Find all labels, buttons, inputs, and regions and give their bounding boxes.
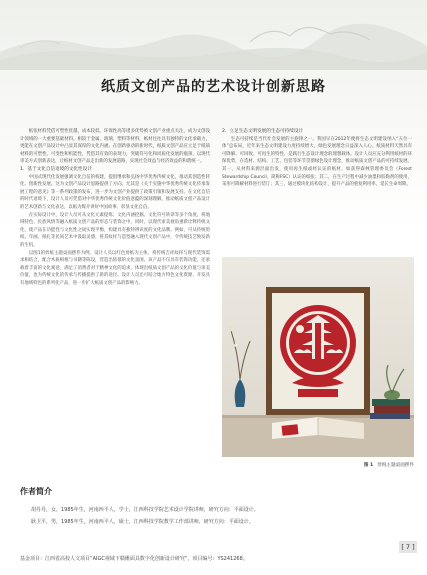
- paragraph: 在实际设计中，设计人员可从文化元素提炼、文化内涵挖掘、文化符号转译等多个角度，将地域特色、民族风情等融入纸质文创产品的形态与装饰之中。同时，以现代审美视角重新诠释传统文化，使产品在功能性与文化性之间实现平衡，构建具有独特辨识度的文化品牌。例如，可从传统剪纸、年画、纸扎等民间艺术中汲取灵感，将其纹样与造型融入现代文创产品中，令传统技艺焕发新的生机。: [20, 212, 210, 248]
- page-number-value: 7: [405, 543, 411, 551]
- article-title: 纸质文创产品的艺术设计创新思路: [101, 79, 326, 95]
- right-text-column: [222, 128, 412, 189]
- figure-label: 图 1: [363, 463, 374, 468]
- figure-caption-text: 剪纸主题桌面摆件: [377, 463, 414, 468]
- ink-landscape-header-decoration: [0, 0, 427, 70]
- paragraph: 中国式现代化发展强调文化自信的构建，提倡继承和弘扬中华优秀传统文化，推动其创造性转化、创新性发展。这为文创产品设计思路提供了方向。尤其是《关于实施中华优秀传统文化传承发展工程的意见》等一系列政策的发布，进一步为文创产业提供了政策引领和发展支持。在文化自信的时代语境下，设计人员可凭借对中华优秀传统文化价值意蕴的深刻理解，推动纸质文创产品设计的艺术创新与文化表达，以纸为媒介讲好中国故事、彰显文化自信。: [20, 174, 210, 210]
- section-heading: 2．立足生态文明发展的生态可持续设计: [222, 129, 304, 134]
- author-bio: 耿卫平，男，1985年生，河南西平人，硕士，江西科技学院教学工作部讲师，研究方向：平面设计。: [31, 519, 254, 525]
- section-heading: 1．基于文化自信语境的文化性设计: [20, 166, 92, 172]
- figure-caption: [222, 462, 414, 468]
- paper-cut-desk-ornament-photo: [222, 257, 414, 457]
- paragraph: 纸张材料凭借可塑性优越、成本较低、环保性高等诸多优势被文创产业重点关注，成为文创设计领域的一大重要基础材料。相较于金属、玻璃、塑料等材料，纸材往往具有独特的文化承载力，更能在文创产品设计中凸显其深厚的文化内涵。在创新驱动的新时代，纸质文创产品应立足于纸质材料的可塑性、可变性和机能性，凭借其有效的表现力，突破符号化和同质化发展的瓶颈，以现代审美方式创新表达，让纸材文创产品走出新的发展道路，实现社会效益与经济效益的和谐统一。: [20, 129, 210, 165]
- author-bio: 胡丹丹，女，1985年生，河南西平人，学士，江西科技学院艺术设计学院讲师，研究方向：平面设计。: [31, 507, 259, 513]
- funding-note: 基金项目：江西省高校人文项目“AIGC视域下赣傩面具数字化创新设计研究”，项目编号：YS241268。: [20, 556, 248, 562]
- paragraph: 以图1的剪纸主题桌面摆件为例，设计人员以红色剪纸为主体，将传统吉祥纹样与现代装饰需求相结合，配合木质相框与书籍等陈设，营造出浓郁的文化氛围。该产品不仅具有装饰功能，还承载着丰富的文化寓意，满足了消费者对于精神文化的追求，体现出纸质文创产品的文化价值与审美价值，也为传统文化的传承与传播提供了新的途径。设计人员还可结合地方特色文化资源，开发具有地域特色的系列化产品，进一步扩大纸质文创产品的影响力。: [20, 250, 210, 286]
- paper-cut-illustration: [222, 257, 414, 457]
- paragraph: 生态可持续是当代社会发展的主旋律之一。我国早在2012年便将生态文明建设纳入“五位一体”总布局，近年来生态文明建设力度持续增大，绿色发展理念日益深入人心。纸质材料天然具有可降解、可回收、可再生的特性，是践行生态设计理念的理想载体。设计人员应充分利用纸材的环保优势，在选材、结构、工艺、包装等环节贯彻绿色设计理念，推动纸质文创产品的可持续发展。其一，从材料来源层面出发，使用再生纸或经认证的纸材，如获得森林管理委员会（Forest Stewardship Council，简称FSC）认证的纸张；其二，在生产过程中减少油墨和胶黏剂的使用，采用可降解材料进行装订；其三，通过模块化结构设计，提升产品的重复利用率，延长生命周期。: [222, 136, 412, 188]
- page-number: [ 7 ]: [399, 541, 417, 553]
- left-text-column: [20, 128, 210, 287]
- author-section-heading: 作者简介: [20, 487, 52, 496]
